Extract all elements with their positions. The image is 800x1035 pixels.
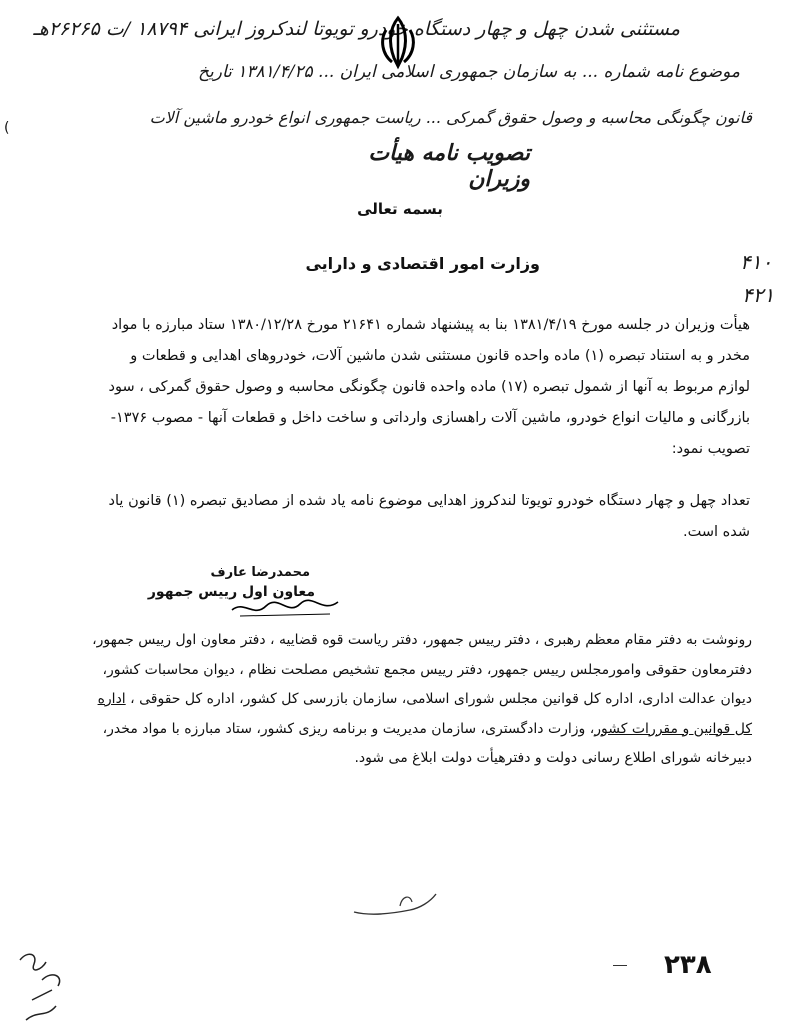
signatory-name: محمدرضا عارف <box>210 565 310 580</box>
page-number-dash <box>613 965 627 966</box>
distribution-text-part2: ، وزارت دادگستری، سازمان مدیریت و برنامه ریزی کشور، ستاد مبارزه با مواد مخدر، دبیرخانه شورای اطلاع رسانی دولت و دفترهیأت دولت ابلاغ می شود. <box>102 720 752 766</box>
left-margin-mark: ( <box>4 120 10 136</box>
decree-paragraph-1: هیأت وزیران در جلسه مورخ ۱۳۸۱/۴/۱۹ بنا به پیشنهاد شماره ۲۱۶۴۱ مورخ ۱۳۸۰/۱۲/۲۸ ستاد مبارزه با مواد مخدر و به استناد تبصره (۱) ماده واحده قانون مستثنی شدن ماشین آلات، خودروهای اهدایی و قطعات و لوازم مربوط به آنها از شمول تبصره (۱۷) ماده واحده قانون چگونگی محاسبه و وصول حقوق گمرکی ، سود بازرگانی و مالیات انواع خودرو، ماشین آلات راهسازی وارداتی و ساخت داخل و قطعات آنها - مصوب ۱۳۷۶- تصویب نمود: <box>108 317 750 457</box>
signature-scribble-icon <box>230 596 340 622</box>
header-handwritten-decree-label: تصویب نامه هیأت وزیران <box>368 140 530 192</box>
basmala-heading: بسمه تعالی <box>357 200 443 218</box>
header-handwritten-reference: موضوع نامه شماره ... به سازمان جمهوری اسلامی ایران ... ۱۳۸۱/۴/۲۵ تاریخ <box>198 62 740 82</box>
page-number: ۲۳۸ <box>664 950 712 980</box>
corner-handwritten-note-icon <box>12 940 92 1030</box>
initials-scribble-icon <box>350 888 440 920</box>
header-handwritten-law-title: قانون چگونگی محاسبه و وصول حقوق گمرکی ... ریاست جمهوری انواع خودرو ماشین آلات <box>149 108 752 127</box>
addressee-heading: وزارت امور اقتصادی و دارایی <box>305 254 540 273</box>
distribution-list <box>82 626 752 774</box>
signatory-title: معاون اول رییس جمهور <box>147 584 315 600</box>
margin-number-2: ۴۲۱ <box>742 283 775 307</box>
header-handwritten-subject: مستثنی شدن چهل و چهار دستگاه خودرو تویوتا لندکروز ایرانی ۱۸۷۹۴ /ت ۲۶۲۶۵هـ <box>33 18 680 40</box>
decree-paragraph-2: تعداد چهل و چهار دستگاه خودرو تویوتا لندکروز اهدایی موضوع نامه یاد شده از مصادیق تبصره (۱) قانون یاد شده است. <box>108 493 750 540</box>
distribution-text-part1: رونوشت به دفتر مقام معظم رهبری ، دفتر رییس جمهور، دفتر ریاست قوه قضاییه ، دفتر معاون اول رییس جمهور، دفترمعاون حقوقی وامورمجلس رییس جمهور، دفتر رییس مجمع تشخیص مصلحت نظام ، دیوان محاسبات کشور، دیوان عدالت اداری، اداره کل قوانین مجلس شورای اسلامی، سازمان بازرسی کل کشور، اداره کل حقوقی ، <box>92 632 752 707</box>
margin-number-1: ۴۱۰ <box>740 250 773 274</box>
distribution-underlined-office: اداره کل قوانین و مقررات کشور <box>97 691 752 737</box>
